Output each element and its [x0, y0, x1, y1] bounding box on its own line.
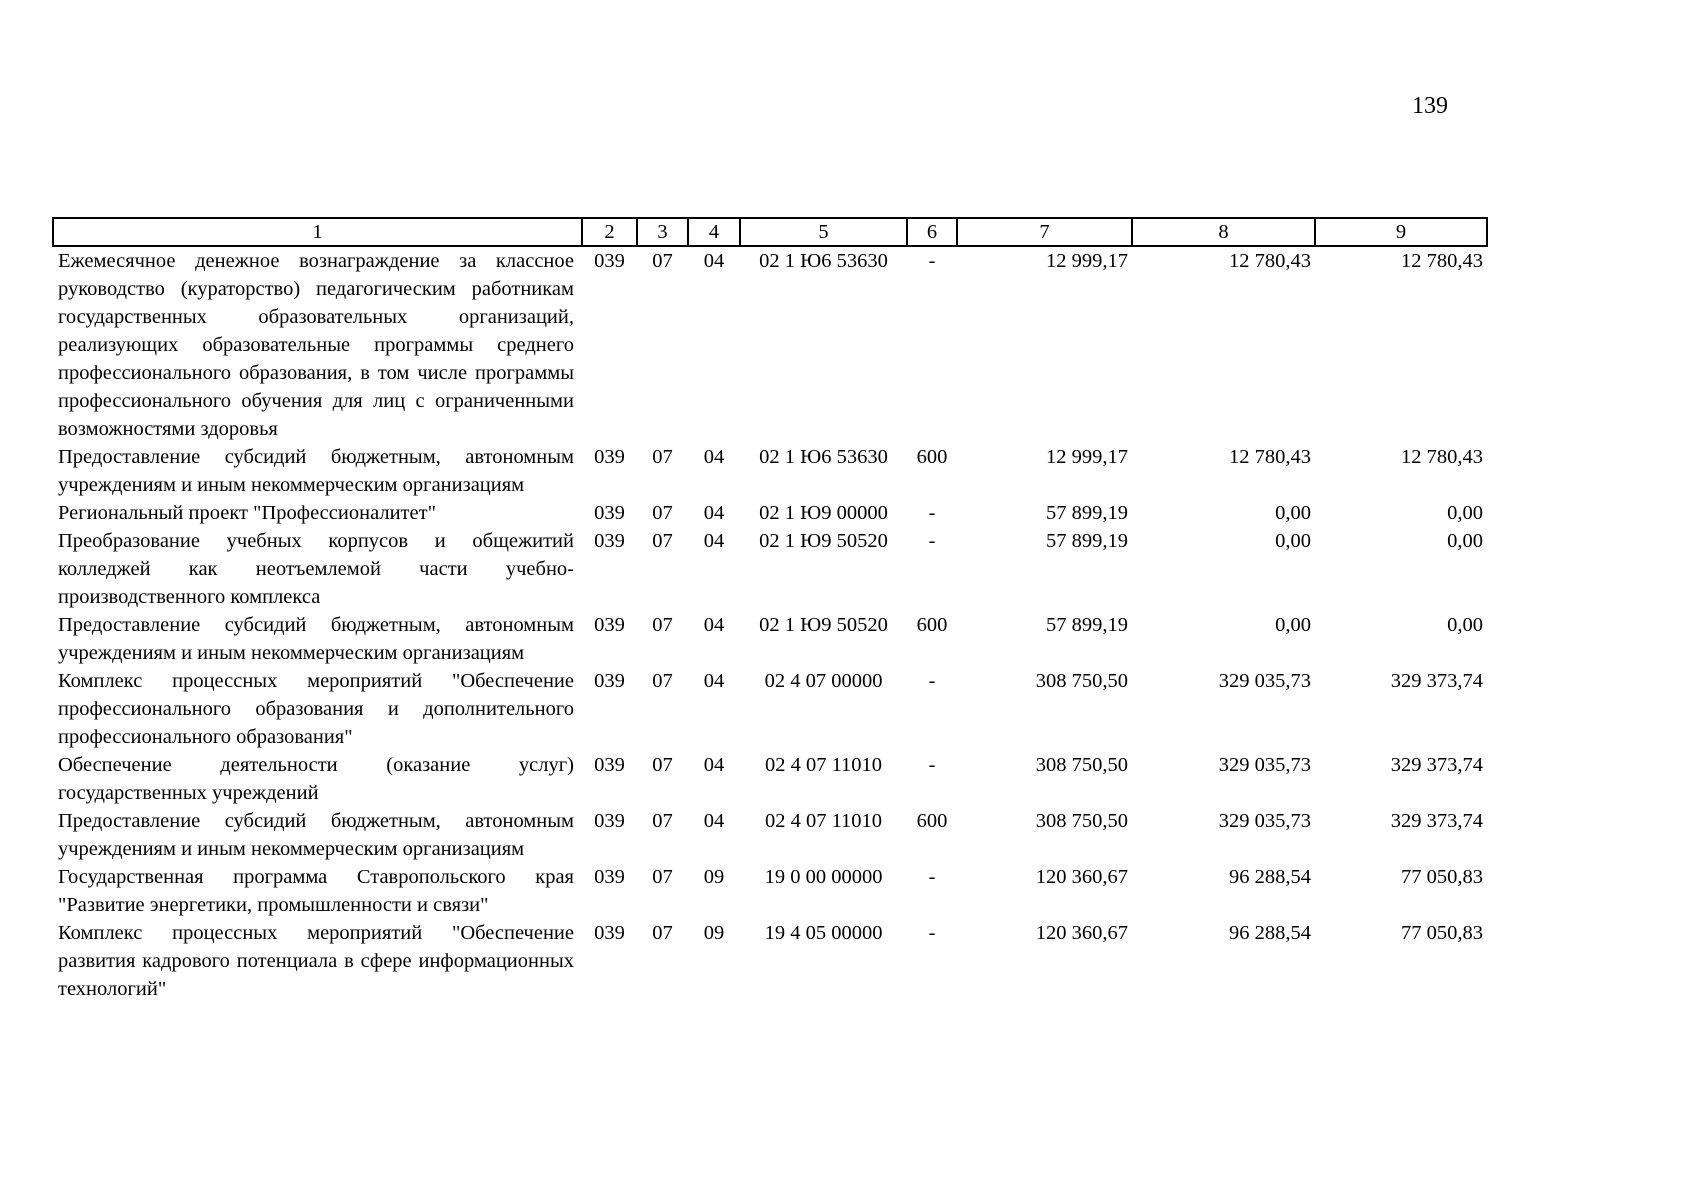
amount-col-8: 96 288,54	[1229, 922, 1311, 944]
amount-col-8: 0,00	[1275, 614, 1311, 636]
column-header-6: 6	[907, 218, 957, 246]
section-code: 07	[652, 446, 673, 468]
target-article-code: 02 4 07 00000	[764, 670, 883, 692]
section-code: 07	[652, 754, 673, 776]
ministry-code: 039	[594, 446, 625, 468]
section-code: 07	[652, 530, 673, 552]
amount-col-9: 12 780,43	[1401, 446, 1483, 468]
expense-type-code: -	[928, 250, 936, 272]
target-article-code: 19 0 00 00000	[764, 866, 883, 888]
expense-type-code: -	[928, 754, 936, 776]
table-row	[53, 807, 1487, 863]
table-row	[53, 499, 1487, 527]
amount-col-8: 329 035,73	[1218, 670, 1311, 692]
column-header-1: 1	[53, 218, 582, 246]
expense-type-code: 600	[916, 446, 948, 468]
amount-col-8: 329 035,73	[1218, 810, 1311, 832]
row-name: Ежемесячное денежное вознаграждение за классное руководство (кураторство) педагогическим работникам государственных образовательных организаций, реализующих образовательные программы среднего профессионального образования, в том числе программы профессионального обучения для лиц с ограниченными возможностями здоровья	[58, 250, 574, 440]
table-row	[53, 246, 1487, 443]
amount-col-9: 0,00	[1447, 614, 1483, 636]
amount-col-7: 12 999,17	[1046, 446, 1128, 468]
target-article-code: 02 4 07 11010	[764, 810, 883, 832]
table-row	[53, 443, 1487, 499]
table-row	[53, 751, 1487, 807]
budget-table	[52, 217, 1488, 1003]
amount-col-8: 12 780,43	[1229, 250, 1311, 272]
amount-col-9: 0,00	[1447, 502, 1483, 524]
subsection-code: 04	[703, 530, 725, 552]
section-code: 07	[652, 866, 673, 888]
amount-col-9: 329 373,74	[1390, 670, 1483, 692]
target-article-code: 02 1 Ю9 50520	[759, 530, 888, 552]
table-row	[53, 611, 1487, 667]
row-name: Преобразование учебных корпусов и общежитий колледжей как неотъемлемой части учебно-производственного комплекса	[58, 530, 574, 608]
amount-col-7: 308 750,50	[1035, 754, 1128, 776]
subsection-code: 04	[703, 502, 725, 524]
column-header-8: 8	[1132, 218, 1315, 246]
column-header-2: 2	[582, 218, 637, 246]
amount-col-8: 96 288,54	[1229, 866, 1311, 888]
column-header-5: 5	[740, 218, 907, 246]
ministry-code: 039	[594, 250, 625, 272]
table-body	[53, 246, 1487, 1003]
amount-col-9: 77 050,83	[1401, 866, 1483, 888]
subsection-code: 04	[703, 614, 725, 636]
ministry-code: 039	[594, 866, 625, 888]
row-name: Обеспечение деятельности (оказание услуг) государственных учреждений	[58, 754, 574, 804]
row-name: Комплекс процессных мероприятий "Обеспечение профессионального образования и дополнительного профессионального образования"	[58, 670, 574, 748]
ministry-code: 039	[594, 670, 625, 692]
amount-col-7: 308 750,50	[1035, 810, 1128, 832]
row-name: Комплекс процессных мероприятий "Обеспечение развития кадрового потенциала в сфере информационных технологий"	[58, 922, 574, 1000]
header-row	[53, 218, 1487, 246]
subsection-code: 04	[703, 810, 725, 832]
amount-col-8: 12 780,43	[1229, 446, 1311, 468]
amount-col-7: 57 899,19	[1046, 614, 1128, 636]
row-name: Предоставление субсидий бюджетным, автономным учреждениям и иным некоммерческим организациям	[58, 614, 574, 664]
target-article-code: 02 1 Ю6 53630	[759, 250, 888, 272]
ministry-code: 039	[594, 922, 625, 944]
ministry-code: 039	[594, 530, 625, 552]
subsection-code: 04	[703, 754, 725, 776]
amount-col-7: 308 750,50	[1035, 670, 1128, 692]
expense-type-code: 600	[916, 614, 948, 636]
subsection-code: 04	[703, 250, 725, 272]
ministry-code: 039	[594, 614, 625, 636]
section-code: 07	[652, 250, 673, 272]
section-code: 07	[652, 810, 673, 832]
row-name: Предоставление субсидий бюджетным, автономным учреждениям и иным некоммерческим организациям	[58, 810, 574, 860]
amount-col-7: 120 360,67	[1035, 866, 1128, 888]
column-header-7: 7	[957, 218, 1132, 246]
target-article-code: 02 1 Ю9 00000	[759, 502, 888, 524]
expense-type-code: -	[928, 866, 936, 888]
expense-type-code: -	[928, 530, 936, 552]
table-row	[53, 667, 1487, 751]
section-code: 07	[652, 670, 673, 692]
expense-type-code: -	[928, 670, 936, 692]
target-article-code: 19 4 05 00000	[764, 922, 883, 944]
amount-col-8: 329 035,73	[1218, 754, 1311, 776]
subsection-code: 09	[703, 922, 725, 944]
section-code: 07	[652, 614, 673, 636]
amount-col-9: 329 373,74	[1390, 810, 1483, 832]
subsection-code: 04	[703, 670, 725, 692]
row-name: Региональный проект "Профессионалитет"	[58, 502, 436, 524]
subsection-code: 04	[703, 446, 725, 468]
row-name: Предоставление субсидий бюджетным, автономным учреждениям и иным некоммерческим организациям	[58, 446, 574, 496]
column-header-3: 3	[637, 218, 688, 246]
target-article-code: 02 1 Ю9 50520	[759, 614, 888, 636]
ministry-code: 039	[594, 754, 625, 776]
amount-col-7: 57 899,19	[1046, 502, 1128, 524]
amount-col-7: 57 899,19	[1046, 530, 1128, 552]
ministry-code: 039	[594, 810, 625, 832]
amount-col-8: 0,00	[1275, 502, 1311, 524]
section-code: 07	[652, 922, 673, 944]
target-article-code: 02 4 07 11010	[764, 754, 883, 776]
amount-col-8: 0,00	[1275, 530, 1311, 552]
expense-type-code: 600	[916, 810, 948, 832]
column-header-9: 9	[1315, 218, 1487, 246]
row-name: Государственная программа Ставропольского края "Развитие энергетики, промышленности и связи"	[58, 866, 574, 916]
ministry-code: 039	[594, 502, 625, 524]
section-code: 07	[652, 502, 673, 524]
amount-col-7: 12 999,17	[1046, 250, 1128, 272]
page-number: 139	[1412, 93, 1448, 119]
table-row	[53, 863, 1487, 919]
table-row	[53, 527, 1487, 611]
expense-type-code: -	[928, 922, 936, 944]
amount-col-7: 120 360,67	[1035, 922, 1128, 944]
table-row	[53, 919, 1487, 1003]
amount-col-9: 12 780,43	[1401, 250, 1483, 272]
column-header-4: 4	[688, 218, 740, 246]
subsection-code: 09	[703, 866, 725, 888]
amount-col-9: 77 050,83	[1401, 922, 1483, 944]
amount-col-9: 329 373,74	[1390, 754, 1483, 776]
expense-type-code: -	[928, 502, 936, 524]
target-article-code: 02 1 Ю6 53630	[759, 446, 888, 468]
amount-col-9: 0,00	[1447, 530, 1483, 552]
